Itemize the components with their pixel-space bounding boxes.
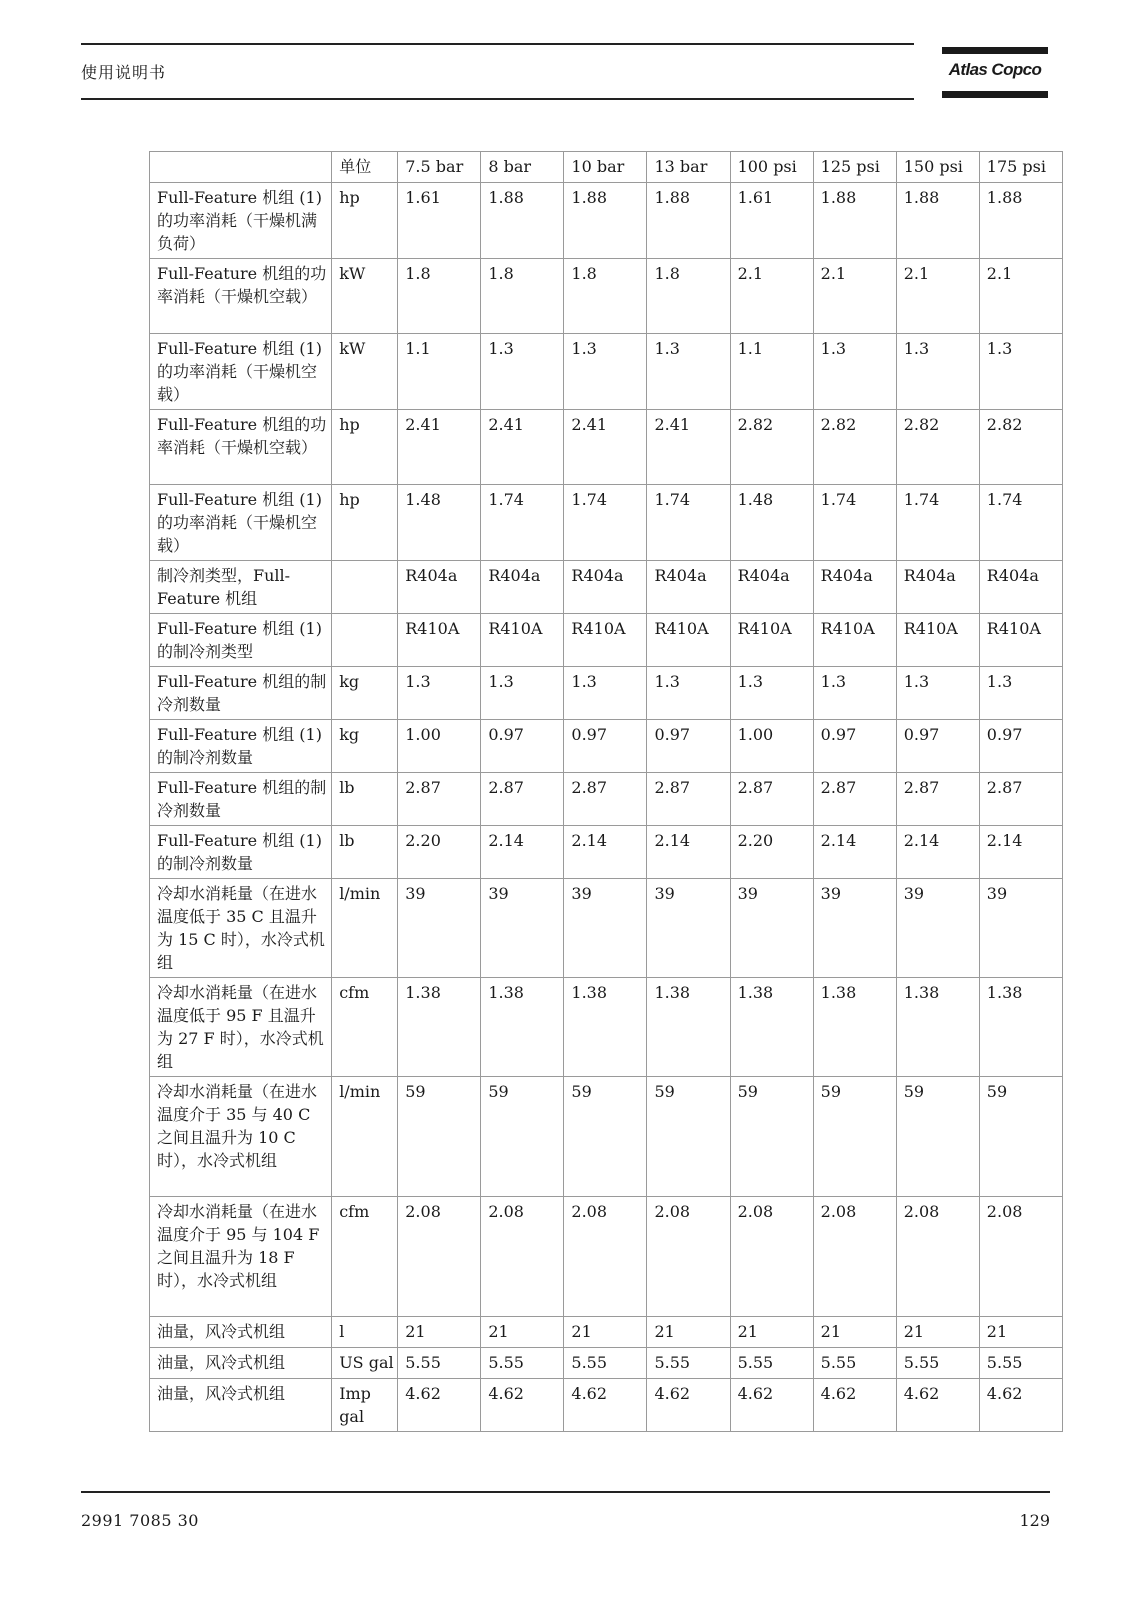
row-label: Full-Feature 机组 (1) 的功率消耗（干燥机空载）	[150, 485, 332, 561]
cell-value: 1.88	[896, 183, 979, 259]
column-header-150-psi: 150 psi	[896, 152, 979, 183]
cell-value: 1.3	[481, 334, 564, 410]
cell-value: 1.38	[730, 978, 813, 1077]
cell-value: 21	[564, 1317, 647, 1348]
cell-value: 1.3	[896, 334, 979, 410]
row-unit: kW	[332, 259, 398, 334]
cell-value: 39	[730, 879, 813, 978]
table-row	[150, 667, 1063, 720]
logo-text: Atlas Copco	[948, 60, 1042, 79]
table-row	[150, 410, 1063, 485]
cell-value: 2.08	[896, 1197, 979, 1317]
cell-value: 39	[481, 879, 564, 978]
cell-value: R410A	[730, 614, 813, 667]
table-header-row	[150, 152, 1063, 183]
cell-value: 2.1	[896, 259, 979, 334]
cell-value: 1.3	[564, 334, 647, 410]
row-unit: kW	[332, 334, 398, 410]
cell-value: 2.14	[647, 826, 730, 879]
row-unit: US gal	[332, 1348, 398, 1379]
cell-value: 39	[896, 879, 979, 978]
row-label: Full-Feature 机组的制冷剂数量	[150, 667, 332, 720]
row-label: 制冷剂类型，Full-Feature 机组	[150, 561, 332, 614]
cell-value: 59	[481, 1077, 564, 1197]
cell-value: 39	[564, 879, 647, 978]
column-header-7-5-bar: 7.5 bar	[398, 152, 481, 183]
table-row	[150, 561, 1063, 614]
row-label: 冷却水消耗量（在进水温度低于 35 C 且温升为 15 C 时），水冷式机组	[150, 879, 332, 978]
cell-value: 1.1	[730, 334, 813, 410]
cell-value: 0.97	[481, 720, 564, 773]
cell-value: 21	[730, 1317, 813, 1348]
column-header-13-bar: 13 bar	[647, 152, 730, 183]
cell-value: R410A	[813, 614, 896, 667]
cell-value: 21	[481, 1317, 564, 1348]
cell-value: 59	[896, 1077, 979, 1197]
row-label: 冷却水消耗量（在进水温度低于 95 F 且温升为 27 F 时），水冷式机组	[150, 978, 332, 1077]
cell-value: 2.08	[813, 1197, 896, 1317]
cell-value: 4.62	[481, 1379, 564, 1432]
cell-value: 2.82	[979, 410, 1062, 485]
cell-value: 2.82	[813, 410, 896, 485]
cell-value: R404a	[813, 561, 896, 614]
table-row	[150, 1317, 1063, 1348]
row-unit: hp	[332, 183, 398, 259]
logo-top-bar	[942, 47, 1048, 54]
cell-value: 2.14	[813, 826, 896, 879]
cell-value: 2.08	[647, 1197, 730, 1317]
cell-value: 2.87	[813, 773, 896, 826]
cell-value: R404a	[730, 561, 813, 614]
cell-value: 1.88	[481, 183, 564, 259]
table-row	[150, 978, 1063, 1077]
cell-value: 1.8	[481, 259, 564, 334]
cell-value: 1.38	[481, 978, 564, 1077]
table-row	[150, 720, 1063, 773]
cell-value: 2.08	[730, 1197, 813, 1317]
cell-value: 2.08	[481, 1197, 564, 1317]
row-unit: l/min	[332, 879, 398, 978]
cell-value: 1.00	[730, 720, 813, 773]
cell-value: 4.62	[398, 1379, 481, 1432]
row-label: 冷却水消耗量（在进水温度介于 35 与 40 C 之间且温升为 10 C 时），水冷式机组	[150, 1077, 332, 1197]
column-header-100-psi: 100 psi	[730, 152, 813, 183]
cell-value: 5.55	[564, 1348, 647, 1379]
cell-value: 5.55	[896, 1348, 979, 1379]
cell-value: 4.62	[896, 1379, 979, 1432]
header-top-rule	[81, 43, 914, 45]
row-label: 油量，风冷式机组	[150, 1379, 332, 1432]
cell-value: 1.88	[979, 183, 1062, 259]
cell-value: 21	[896, 1317, 979, 1348]
cell-value: 2.87	[647, 773, 730, 826]
cell-value: 2.20	[398, 826, 481, 879]
row-unit: l/min	[332, 1077, 398, 1197]
footer-rule	[81, 1491, 1050, 1493]
cell-value: 5.55	[979, 1348, 1062, 1379]
cell-value: 21	[813, 1317, 896, 1348]
cell-value: R410A	[896, 614, 979, 667]
cell-value: 59	[647, 1077, 730, 1197]
atlas-copco-logo	[942, 47, 1048, 100]
column-header-175-psi: 175 psi	[979, 152, 1062, 183]
cell-value: 59	[813, 1077, 896, 1197]
cell-value: R410A	[647, 614, 730, 667]
table-row	[150, 1348, 1063, 1379]
cell-value: 1.88	[813, 183, 896, 259]
row-unit: hp	[332, 485, 398, 561]
cell-value: 2.87	[979, 773, 1062, 826]
cell-value: 1.74	[647, 485, 730, 561]
cell-value: 1.38	[564, 978, 647, 1077]
table-row	[150, 1379, 1063, 1432]
cell-value: 1.48	[398, 485, 481, 561]
cell-value: 59	[730, 1077, 813, 1197]
table-row	[150, 614, 1063, 667]
cell-value: 1.48	[730, 485, 813, 561]
cell-value: 2.1	[813, 259, 896, 334]
table-row	[150, 259, 1063, 334]
row-unit: l	[332, 1317, 398, 1348]
row-label: Full-Feature 机组 (1) 的制冷剂类型	[150, 614, 332, 667]
cell-value: 0.97	[564, 720, 647, 773]
cell-value: 1.1	[398, 334, 481, 410]
cell-value: 59	[564, 1077, 647, 1197]
table-row	[150, 1077, 1063, 1197]
cell-value: 1.8	[647, 259, 730, 334]
cell-value: 1.3	[979, 334, 1062, 410]
cell-value: R410A	[481, 614, 564, 667]
cell-value: 2.14	[564, 826, 647, 879]
cell-value: 5.55	[647, 1348, 730, 1379]
header-bottom-rule	[81, 98, 914, 100]
cell-value: 59	[398, 1077, 481, 1197]
cell-value: 1.3	[647, 667, 730, 720]
row-unit: hp	[332, 410, 398, 485]
row-unit: kg	[332, 720, 398, 773]
cell-value: 2.14	[896, 826, 979, 879]
cell-value: 2.08	[398, 1197, 481, 1317]
row-unit: Imp gal	[332, 1379, 398, 1432]
row-unit: cfm	[332, 978, 398, 1077]
cell-value: 1.88	[647, 183, 730, 259]
specification-table	[149, 151, 1063, 1432]
document-number: 2991 7085 30	[81, 1511, 199, 1530]
cell-value: R404a	[398, 561, 481, 614]
table-row	[150, 826, 1063, 879]
cell-value: 2.20	[730, 826, 813, 879]
cell-value: 1.74	[813, 485, 896, 561]
cell-value: 4.62	[647, 1379, 730, 1432]
cell-value: R410A	[398, 614, 481, 667]
cell-value: 1.38	[813, 978, 896, 1077]
cell-value: 2.1	[979, 259, 1062, 334]
cell-value: 1.3	[730, 667, 813, 720]
row-label: 冷却水消耗量（在进水温度介于 95 与 104 F 之间且温升为 18 F 时），水冷式机组	[150, 1197, 332, 1317]
cell-value: 1.3	[813, 667, 896, 720]
cell-value: 2.87	[398, 773, 481, 826]
row-unit	[332, 614, 398, 667]
cell-value: 21	[647, 1317, 730, 1348]
cell-value: 39	[813, 879, 896, 978]
cell-value: 2.08	[564, 1197, 647, 1317]
cell-value: 1.3	[481, 667, 564, 720]
column-header-125-psi: 125 psi	[813, 152, 896, 183]
cell-value: R410A	[564, 614, 647, 667]
cell-value: 2.41	[564, 410, 647, 485]
cell-value: 5.55	[730, 1348, 813, 1379]
cell-value: 0.97	[647, 720, 730, 773]
cell-value: R404a	[896, 561, 979, 614]
cell-value: 1.61	[730, 183, 813, 259]
row-label: Full-Feature 机组的功率消耗（干燥机空载）	[150, 259, 332, 334]
cell-value: 39	[398, 879, 481, 978]
cell-value: 2.14	[979, 826, 1062, 879]
cell-value: 39	[647, 879, 730, 978]
logo-bottom-bar	[942, 91, 1048, 98]
document-title: 使用说明书	[81, 63, 167, 82]
table-row	[150, 334, 1063, 410]
cell-value: R404a	[481, 561, 564, 614]
row-unit: kg	[332, 667, 398, 720]
column-header-label	[150, 152, 332, 183]
cell-value: 2.41	[647, 410, 730, 485]
row-label: 油量，风冷式机组	[150, 1317, 332, 1348]
cell-value: 1.74	[979, 485, 1062, 561]
column-header-10-bar: 10 bar	[564, 152, 647, 183]
row-label: Full-Feature 机组 (1) 的功率消耗（干燥机满负荷）	[150, 183, 332, 259]
cell-value: 1.3	[398, 667, 481, 720]
cell-value: 2.87	[896, 773, 979, 826]
cell-value: 2.87	[481, 773, 564, 826]
cell-value: 2.87	[564, 773, 647, 826]
cell-value: 2.41	[481, 410, 564, 485]
cell-value: 1.38	[896, 978, 979, 1077]
cell-value: 1.38	[398, 978, 481, 1077]
cell-value: R404a	[564, 561, 647, 614]
cell-value: 0.97	[813, 720, 896, 773]
cell-value: 0.97	[979, 720, 1062, 773]
cell-value: 4.62	[730, 1379, 813, 1432]
row-label: Full-Feature 机组的制冷剂数量	[150, 773, 332, 826]
cell-value: 2.87	[730, 773, 813, 826]
row-unit	[332, 561, 398, 614]
cell-value: 2.82	[896, 410, 979, 485]
cell-value: 1.3	[979, 667, 1062, 720]
cell-value: 5.55	[398, 1348, 481, 1379]
cell-value: 1.88	[564, 183, 647, 259]
row-unit: cfm	[332, 1197, 398, 1317]
column-header-unit: 单位	[332, 152, 398, 183]
cell-value: 1.00	[398, 720, 481, 773]
table-row	[150, 773, 1063, 826]
table-row	[150, 485, 1063, 561]
cell-value: 59	[979, 1077, 1062, 1197]
cell-value: 1.3	[647, 334, 730, 410]
cell-value: 39	[979, 879, 1062, 978]
cell-value: 4.62	[564, 1379, 647, 1432]
row-label: Full-Feature 机组 (1) 的制冷剂数量	[150, 826, 332, 879]
cell-value: R404a	[979, 561, 1062, 614]
row-unit: lb	[332, 826, 398, 879]
cell-value: 1.3	[813, 334, 896, 410]
row-label: Full-Feature 机组 (1) 的制冷剂数量	[150, 720, 332, 773]
cell-value: 21	[398, 1317, 481, 1348]
cell-value: 1.38	[647, 978, 730, 1077]
cell-value: 4.62	[979, 1379, 1062, 1432]
cell-value: 2.1	[730, 259, 813, 334]
cell-value: 5.55	[481, 1348, 564, 1379]
cell-value: 1.61	[398, 183, 481, 259]
row-unit: lb	[332, 773, 398, 826]
cell-value: 1.3	[896, 667, 979, 720]
cell-value: 0.97	[896, 720, 979, 773]
cell-value: 1.8	[398, 259, 481, 334]
cell-value: 1.8	[564, 259, 647, 334]
cell-value: 4.62	[813, 1379, 896, 1432]
column-header-8-bar: 8 bar	[481, 152, 564, 183]
cell-value: R410A	[979, 614, 1062, 667]
cell-value: 1.74	[481, 485, 564, 561]
cell-value: 2.82	[730, 410, 813, 485]
row-label: Full-Feature 机组 (1) 的功率消耗（干燥机空载）	[150, 334, 332, 410]
table-row	[150, 1197, 1063, 1317]
cell-value: 2.08	[979, 1197, 1062, 1317]
cell-value: 2.14	[481, 826, 564, 879]
cell-value: 2.41	[398, 410, 481, 485]
table-row	[150, 879, 1063, 978]
cell-value: 1.38	[979, 978, 1062, 1077]
row-label: 油量，风冷式机组	[150, 1348, 332, 1379]
cell-value: 1.74	[896, 485, 979, 561]
page-number: 129	[1019, 1511, 1050, 1530]
table-row	[150, 183, 1063, 259]
cell-value: 21	[979, 1317, 1062, 1348]
cell-value: 1.3	[564, 667, 647, 720]
cell-value: R404a	[647, 561, 730, 614]
row-label: Full-Feature 机组的功率消耗（干燥机空载）	[150, 410, 332, 485]
cell-value: 5.55	[813, 1348, 896, 1379]
cell-value: 1.74	[564, 485, 647, 561]
